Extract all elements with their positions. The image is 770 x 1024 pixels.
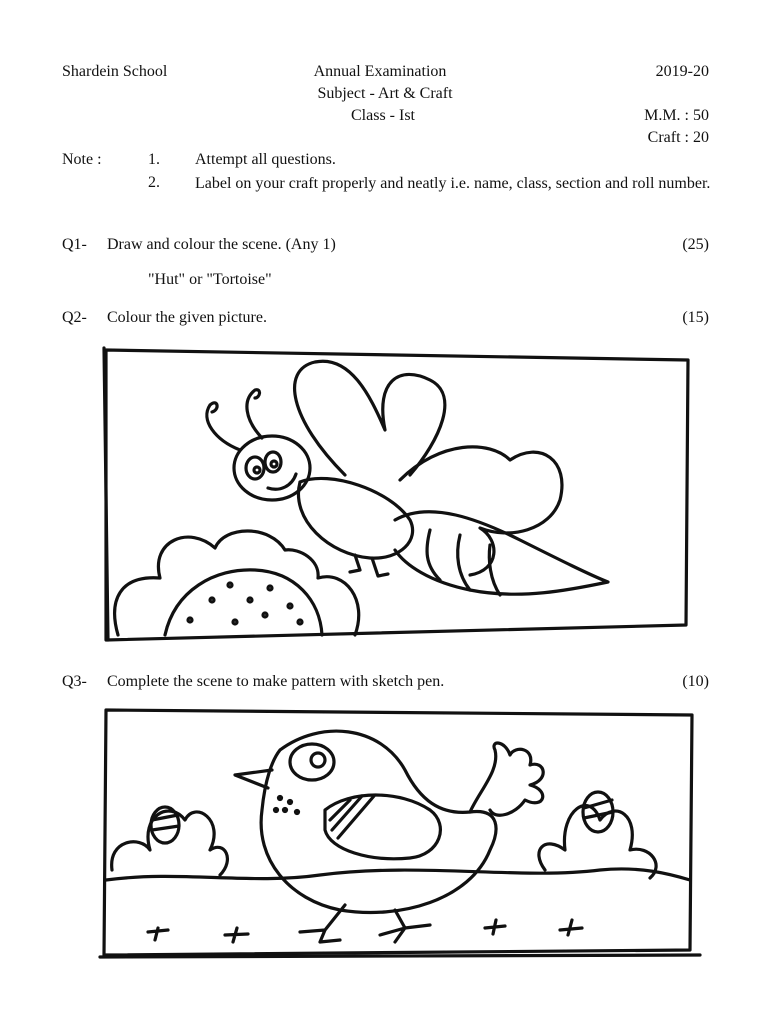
question-marks: (25) bbox=[682, 236, 709, 253]
note-item-number: 2. bbox=[148, 174, 160, 191]
bird-pupil bbox=[311, 753, 325, 767]
grass-sprout bbox=[560, 920, 582, 935]
question-text: Colour the given picture. bbox=[107, 309, 267, 326]
class-line: Class - Ist bbox=[351, 107, 415, 124]
cheek-dot bbox=[289, 801, 292, 804]
cheek-dot bbox=[296, 811, 299, 814]
cheek-dot bbox=[275, 809, 278, 812]
question-number: Q2- bbox=[62, 309, 87, 326]
note-label: Note : bbox=[62, 151, 102, 168]
question-number: Q3- bbox=[62, 673, 87, 690]
ground-line bbox=[106, 869, 690, 880]
craft-marks: Craft : 20 bbox=[647, 129, 709, 146]
egg-stripe bbox=[152, 826, 179, 830]
grass-sprout bbox=[225, 928, 248, 942]
question-marks: (10) bbox=[682, 673, 709, 690]
exam-year: 2019-20 bbox=[655, 63, 709, 80]
frame-line bbox=[100, 955, 700, 957]
max-marks: M.M. : 50 bbox=[644, 107, 709, 124]
school-name: Shardein School bbox=[62, 63, 168, 80]
bird-wing bbox=[325, 795, 440, 859]
subject-line: Subject - Art & Craft bbox=[317, 85, 453, 102]
egg-stripe bbox=[584, 800, 612, 808]
question-text: Complete the scene to make pattern with sketch pen. bbox=[107, 673, 445, 690]
bird-body bbox=[261, 731, 496, 912]
note-item-number: 1. bbox=[148, 151, 160, 168]
question-marks: (15) bbox=[682, 309, 709, 326]
grass-sprout bbox=[148, 928, 168, 940]
grass-sprout bbox=[485, 920, 505, 934]
bird-tail bbox=[470, 743, 543, 815]
exam-title: Annual Examination bbox=[313, 63, 447, 80]
bird-foot bbox=[380, 910, 430, 942]
question-number: Q1- bbox=[62, 236, 87, 253]
cheek-dot bbox=[279, 797, 282, 800]
question-subtext: "Hut" or "Tortoise" bbox=[148, 271, 272, 288]
cheek-dot bbox=[284, 809, 287, 812]
note-item-text: Label on your craft properly and neatly i.e. name, class, section and roll number. bbox=[195, 175, 711, 192]
question-text: Draw and colour the scene. (Any 1) bbox=[107, 236, 336, 253]
note-item-text: Attempt all questions. bbox=[195, 151, 336, 168]
